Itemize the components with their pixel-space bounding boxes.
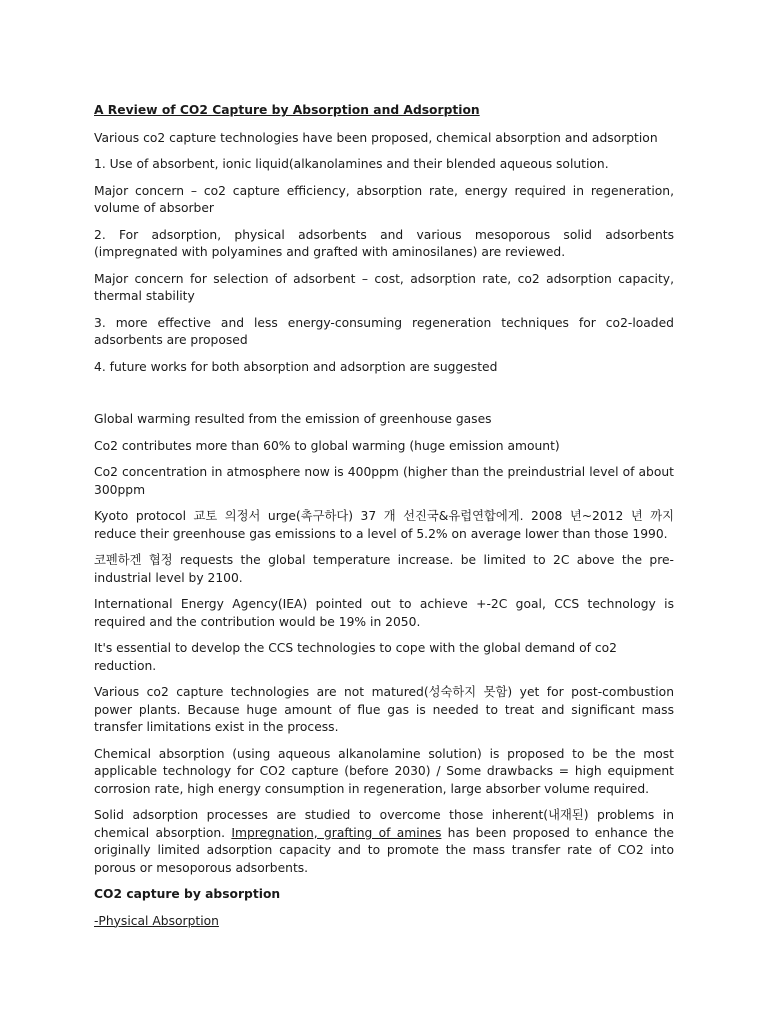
paragraph-gap	[94, 385, 674, 411]
body-paragraph: Co2 contributes more than 60% to global warming (huge emission amount)	[94, 438, 560, 453]
body-paragraph: Global warming resulted from the emission of greenhouse gases	[94, 412, 492, 426]
solid-adsorption-paragraph	[94, 807, 674, 877]
body-paragraph: Various co2 capture technologies are not matured(성숙하지 못함) yet for post-combustion power plants. Because huge amount of flue gas is needed to treat and significant mass transfer limitations exist in the process.	[94, 685, 674, 734]
intro-paragraph: 3. more effective and less energy-consuming regeneration techniques for co2-loaded adsorbents are proposed	[94, 315, 674, 347]
intro-paragraph: 1. Use of absorbent, ionic liquid(alkanolamines and their blended aqueous solution.	[94, 157, 609, 171]
solid-text-part2: has been proposed to enhance the originally limited adsorption capacity and to promote the mass transfer rate of CO2 into porous or mesoporous adsorbents.	[94, 825, 674, 875]
body-paragraph: 코펜하겐 협정 requests the global temperature increase. be limited to 2C above the pre-industrial level by 2100.	[94, 553, 674, 585]
solid-underlined-phrase: Impregnation, grafting of amines	[231, 825, 442, 840]
body-paragraph: International Energy Agency(IEA) pointed out to achieve +-2C goal, CCS technology is required and the contribution would be 19% in 2050.	[94, 597, 674, 629]
intro-paragraph: Various co2 capture technologies have been proposed, chemical absorption and adsorption	[94, 130, 658, 145]
section-heading: CO2 capture by absorption	[94, 887, 281, 901]
subsection-heading: -Physical Absorption	[94, 913, 219, 928]
intro-paragraph: 4. future works for both absorption and adsorption are suggested	[94, 359, 498, 374]
body-paragraph: Co2 concentration in atmosphere now is 400ppm (higher than the preindustrial level of about 300ppm	[94, 465, 674, 497]
document-title: A Review of CO2 Capture by Absorption and Adsorption	[94, 103, 480, 117]
body-paragraph: Chemical absorption (using aqueous alkanolamine solution) is proposed to be the most applicable technology for CO2 capture (before 2030) / Some drawbacks = high equipment corrosion rate, high energy consumption in regeneration, large absorber volume required.	[94, 746, 674, 796]
document-page	[94, 102, 674, 939]
body-paragraph: Kyoto protocol 교토 의정서 urge(촉구하다) 37 개 선진국&유럽연합에게. 2008 년~2012 년 까지 reduce their greenhouse gas emissions to a level of 5.2% on average lower than those 1990.	[94, 509, 674, 541]
intro-paragraph: 2. For adsorption, physical adsorbents and various mesoporous solid adsorbents (impregnated with polyamines and grafted with aminosilanes) are reviewed.	[94, 227, 674, 259]
solid-text-part1: Solid adsorption processes are studied to overcome those inherent(내재된) problems in chemical absorption.	[94, 808, 674, 840]
body-paragraph: It's essential to develop the CCS technologies to cope with the global demand of co2 reduction.	[94, 641, 617, 673]
intro-paragraph: Major concern for selection of adsorbent – cost, adsorption rate, co2 adsorption capacity, thermal stability	[94, 271, 674, 303]
intro-paragraph: Major concern – co2 capture efficiency, absorption rate, energy required in regeneration, volume of absorber	[94, 183, 674, 215]
